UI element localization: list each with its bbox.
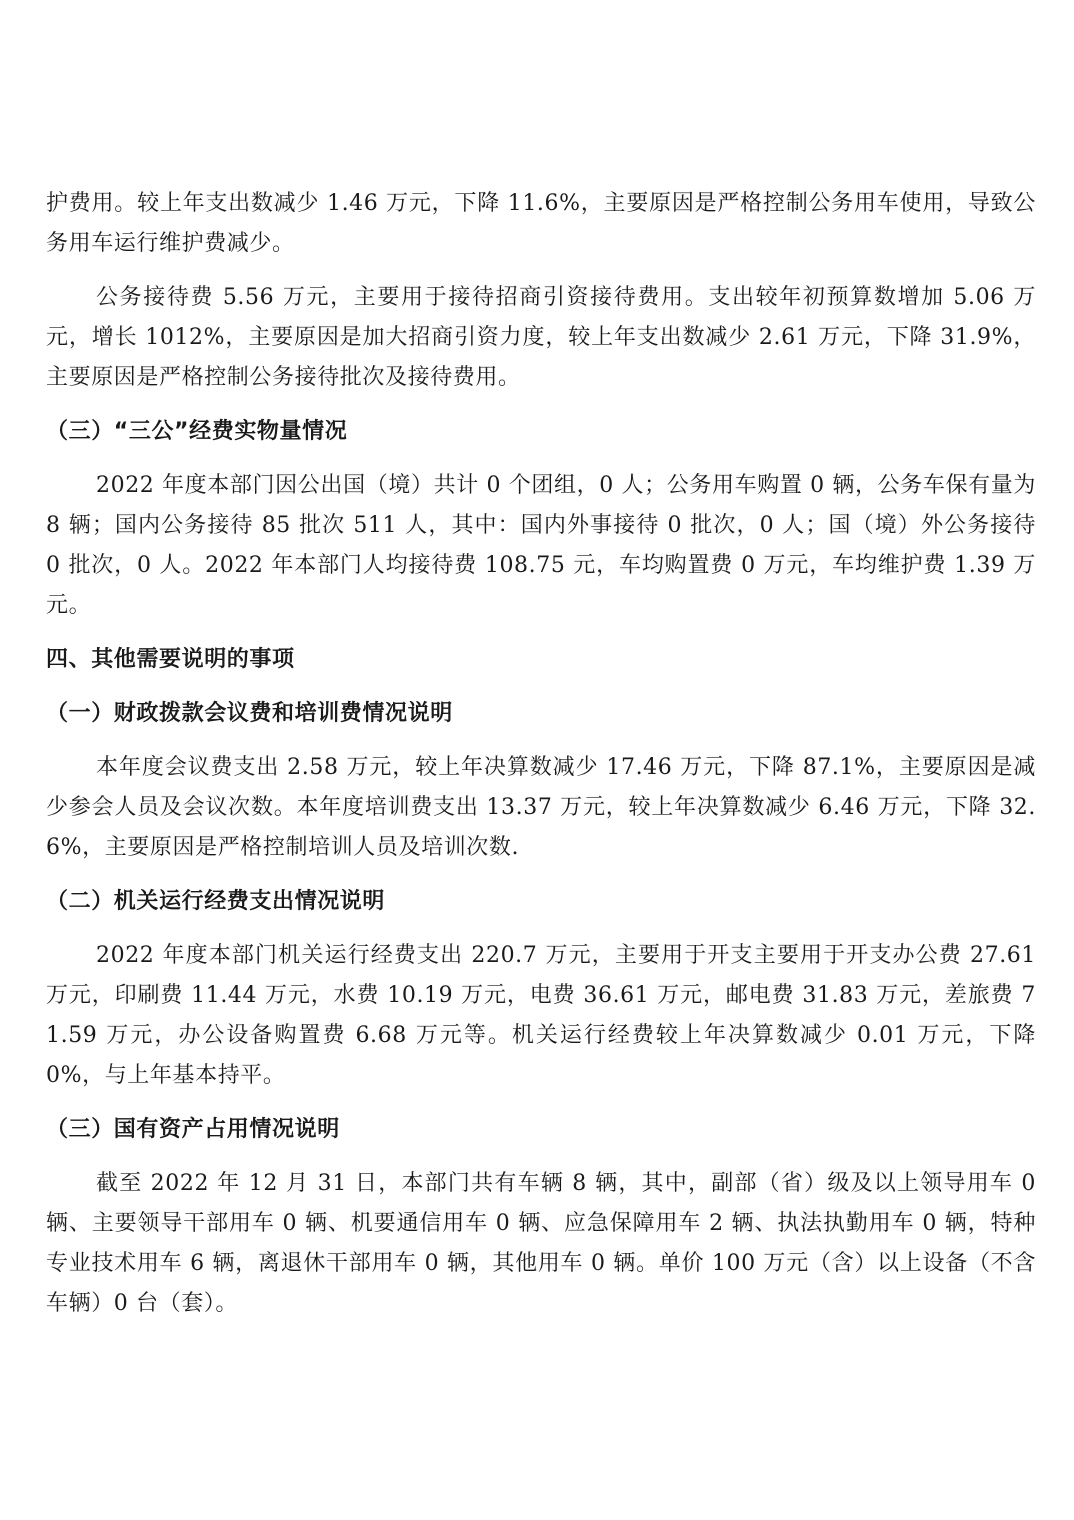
heading-other-matters: 四、其他需要说明的事项 (46, 647, 295, 672)
heading-three-public-physical: （三）“三公”经费实物量情况 (46, 419, 348, 444)
paragraph-vehicle-maintenance-cont: 护费用。较上年支出数减少 1.46 万元，下降 11.6%，主要原因是严格控制公务用车使用，导致公务用车运行维护费减少。 (46, 191, 1036, 256)
paragraph-meeting-training: 本年度会议费支出 2.58 万元，较上年决算数减少 17.46 万元，下降 87.1%，主要原因是减少参会人员及会议次数。本年度培训费支出 13.37 万元，较上年决算数减少 6.46 万元，下降 32.6%，主要原因是严格控制培训人员及培训次数. (46, 755, 1036, 860)
heading-office-operation: （二）机关运行经费支出情况说明 (46, 889, 386, 914)
heading-meeting-training: （一）财政拨款会议费和培训费情况说明 (46, 701, 453, 726)
paragraph-reception-fee: 公务接待费 5.56 万元，主要用于接待招商引资接待费用。支出较年初预算数增加 5.06 万元，增长 1012%，主要原因是加大招商引资力度，较上年支出数减少 2.61 万元，下降 31.9%，主要原因是严格控制公务接待批次及接待费用。 (46, 285, 1036, 390)
heading-state-assets: （三）国有资产占用情况说明 (46, 1117, 340, 1142)
paragraph-office-operation: 2022 年度本部门机关运行经费支出 220.7 万元，主要用于开支主要用于开支办公费 27.61 万元，印刷费 11.44 万元，水费 10.19 万元，电费 36.61 万元，邮电费 31.83 万元，差旅费 71.59 万元，办公设备购置费 6.68 万元等。机关运行经费较上年决算数减少 0.01 万元，下降 0%，与上年基本持平。 (46, 943, 1036, 1088)
paragraph-state-assets: 截至 2022 年 12 月 31 日，本部门共有车辆 8 辆，其中，副部（省）级及以上领导用车 0 辆、主要领导干部用车 0 辆、机要通信用车 0 辆、应急保障用车 2 辆、执法执勤用车 0 辆，特种专业技术用车 6 辆，离退休干部用车 0 辆，其他用车 0 辆。单价 100 万元（含）以上设备（不含车辆）0 台（套）。 (46, 1171, 1036, 1316)
paragraph-physical-quantity: 2022 年度本部门因公出国（境）共计 0 个团组，0 人；公务用车购置 0 辆，公务车保有量为 8 辆；国内公务接待 85 批次 511 人，其中：国内外事接待 0 批次，0 人；国（境）外公务接待 0 批次，0 人。2022 年本部门人均接待费 108.75 元，车均购置费 0 万元，车均维护费 1.39 万元。 (46, 473, 1036, 618)
